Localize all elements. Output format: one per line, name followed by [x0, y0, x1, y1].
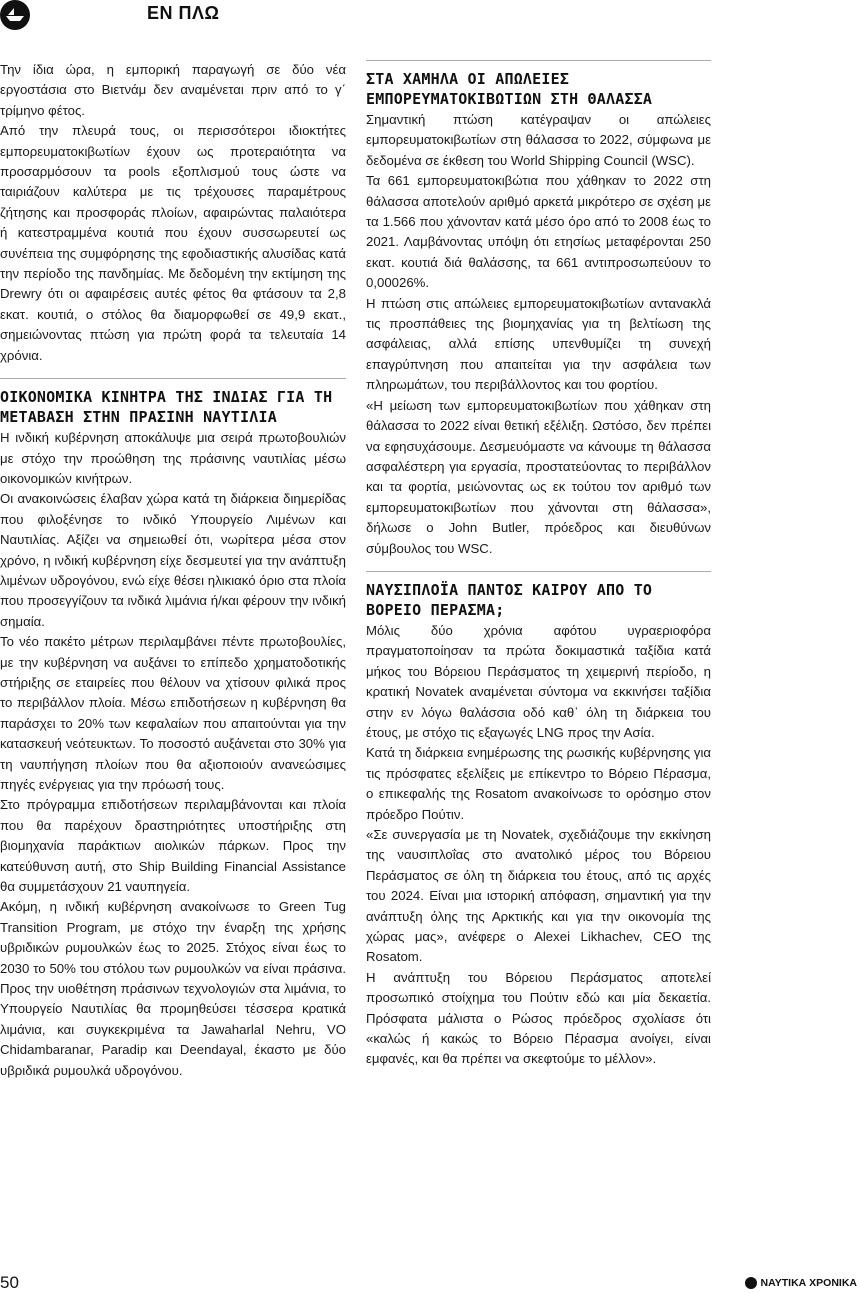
article-heading: ΣΤΑ ΧΑΜΗΛΑ ΟΙ ΑΠΩΛΕΙΕΣ ΕΜΠΟΡΕΥΜΑΤΟΚΙΒΩΤΙΩΝ ΣΤΗ ΘΑΛΑΣΣΑ — [366, 70, 653, 108]
publication-brand — [745, 1277, 857, 1289]
left-column — [0, 60, 346, 1081]
paragraph: Η ανάπτυξη του Βόρειου Περάσματος αποτελεί προσωπικό στοίχημα του Πούτιν εδώ και μία δεκαετία. Πρόσφατα μάλιστα ο Ρώσος πρόεδρος σχολίασε ότι «καλώς ή κακώς το Βόρειο Πέρασμα ανοίγει, είναι εμφανές, και θα πρέπει να σκεφτούμε το μέλλον». — [366, 969, 711, 1067]
paragraph: Το νέο πακέτο μέτρων περιλαμβάνει πέντε πρωτοβουλίες, με την κυβέρνηση να αυξάνει το επίπεδο χρηματοδοτικής στήριξης σε εταιρείες που θέλουν να χτίσουν φιλικά προς το περιβάλλον πλοία. Μέσω επιδοτήσεων η κυβέρνηση θα παράσχει το 20% των κεφαλαίων που απαιτούνται για την κατασκευή νεότευκτων. Το ποσοστό αυξάνεται στο 30% για τη ναυπήγηση πλοίων που θα αξιοποιούν ανανεώσιμες πηγές ενέργειας για την πρόωσή τους. — [0, 634, 346, 792]
right-column — [366, 60, 711, 1070]
brand-name: ΝΑΥΤΙΚΑ ΧΡΟΝΙΚΑ — [760, 1277, 857, 1289]
article-heading: ΝΑΥΣΙΠΛΟΪΑ ΠΑΝΤΟΣ ΚΑΙΡΟΥ ΑΠΟ ΤΟ ΒΟΡΕΙΟ ΠΕΡΑΣΜΑ; — [366, 580, 653, 619]
paragraph: Ακόμη, η ινδική κυβέρνηση ανακοίνωσε το Green Tug Transition Program, με στόχο την έναρξη της χρήσης υβριδικών ρυμουλκών έως το 2025. Στόχος είναι έως το 2030 το 50% του στόλου των ρυμουλκών να είναι πράσινα. Προς την υιοθέτηση πράσινων τεχνολογιών στα λιμάνια, το Υπουργείο Ναυτιλίας θα προμηθεύσει τέσσερα κρατικά λιμάνια, και συγκεκριμένα τα Jawaharlal Nehru, VO Chidambaranar, Paradip και Deendayal, έκαστο με δύο υβριδικά ρυμουλκά υδρογόνου. — [0, 899, 346, 1078]
page-number: 50 — [0, 1273, 19, 1292]
paragraph: Στο πρόγραμμα επιδοτήσεων περιλαμβάνονται και πλοία που θα παρέχουν δραστηριότητες υποστήριξης στη βιομηχανία παράκτιων αιολικών πάρκων. Προς την κατεύθυνση αυτή, στο Ship Building Financial Assistance θα συμμετάσχουν 21 ναυπηγεία. — [0, 797, 346, 895]
paragraph: Μόλις δύο χρόνια αφότου υγραεριοφόρα πραγματοποίησαν τα πρώτα δοκιμαστικά ταξίδια κατά μήκος του Βόρειου Περάσματος τη χειμερινή περίοδο, η κρατική Novatek αναμένεται σύντομα να εκκινήσει ταξίδια στην εν λόγω θαλάσσια οδό καθ᾽ όλη τη διάρκεια του έτους, με στόχο τις εξαγωγές LNG προς την Ασία. — [366, 622, 711, 740]
brand-logo-icon — [745, 1277, 757, 1289]
page-header — [0, 0, 857, 28]
paragraph: Κατά τη διάρκεια ενημέρωσης της ρωσικής κυβέρνησης για τις πρόσφατες εξελίξεις με επίκεντρο το Βόρειο Πέρασμα, ο επικεφαλής της Rosatom ανακοίνωσε το ορόσημο στον πρόεδρο Πούτιν. — [366, 745, 711, 822]
paragraph: Η ινδική κυβέρνηση αποκάλυψε μια σειρά πρωτοβουλιών με στόχο την προώθηση της πράσινης ναυτιλίας μέσω οικονομικών κινήτρων. — [0, 430, 346, 486]
paragraph: «Σε συνεργασία με τη Novatek, σχεδιάζουμε την εκκίνηση της ναυσιπλοΐας στο ανατολικό μέρος του Βόρειου Περάσματος σε όλη τη διάρκεια του έτους, από τις αρχές του 2024. Είναι μια ιστορική απόφαση, σημαντική για την ανάπτυξη όλης της Αρκτικής και για την οικονομία της χώρας μας», ανέφερε ο Alexei Likhachev, CEO της Rosatom. — [366, 827, 711, 965]
paragraph: Η πτώση στις απώλειες εμπορευματοκιβωτίων αντανακλά τις προσπάθειες της βιομηχανίας για τη βελτίωση της ασφάλειας, αλλά επίσης υπενθυμίζει τη συνεχή επαγρύπνηση που απαιτείται για την ασφάλεια των πληρωμάτων, του περιβάλλοντος και του φορτίου. — [366, 295, 711, 393]
paragraph: Την ίδια ώρα, η εμπορική παραγωγή σε δύο νέα εργοστάσια στο Βιετνάμ δεν αναμένεται πριν από το γ΄ τρίμηνο φέτος. — [0, 62, 346, 118]
paragraph: Οι ανακοινώσεις έλαβαν χώρα κατά τη διάρκεια διημερίδας που φιλοξένησε το ινδικό Υπουργείο Λιμένων και Ναυτιλίας. Αξίζει να σημειωθεί ότι, νωρίτερα μέσα στον χρόνο, η ινδική κυβέρνηση είχε δεσμευτεί για την ανάπτυξη λιμένων υδρογόνου, ενώ είχε θέσει ηλικιακό όριο στα πλοία που προσεγγίζουν τα ινδικά λιμάνια ή/και φέρουν την ινδική σημαία. — [0, 491, 346, 629]
section-title: ΕΝ ΠΛΩ — [147, 3, 220, 23]
paragraph: «Η μείωση των εμπορευματοκιβωτίων που χάθηκαν στη θάλασσα το 2022 είναι θετική εξέλιξη. Ωστόσο, δεν πρέπει να εφησυχάσουμε. Δεσμευόμαστε να κάνουμε τη θάλασσα ασφαλέστερη για εργασία, προστατεύοντας το περιβάλλον και τα φορτία, μειώνοντας ως εκ τούτου τον αριθμό των εμπορευματοκιβωτίων που χάνονται στη θάλασσα», δήλωσε ο John Butler, πρόεδρος και διευθύνων σύμβουλος του WSC. — [366, 397, 711, 556]
paragraph: Από την πλευρά τους, οι περισσότεροι ιδιοκτήτες εμπορευματοκιβωτίων έχουν ως προτεραιότητα να προσαρμόσουν τα pools εξοπλισμού τους ώστε να ταιριάζουν καλύτερα με τις τρέχουσες παραμέτρους ζήτησης και προσφοράς πλοίων, αφαιρώντας παλαιότερα ή κατεστραμμένα κουτιά που έχουν συσσωρευτεί ως συνέπεια της συμφόρησης της εφοδιαστικής αλυσίδας κατά την περίοδο της πανδημίας. Με δεδομένη την εκτίμηση της Drewry ότι οι αφαιρέσεις αυτές φέτος θα φτάσουν τα 2,8 εκατ. κουτιά, ο στόλος θα διαμορφωθεί σε 49,9 εκατ., σημειώνοντας πτώση για πρώτη φορά τα τελευταία 14 χρόνια. — [0, 123, 346, 363]
paragraph: Σημαντική πτώση κατέγραψαν οι απώλειες εμπορευματοκιβωτίων στη θάλασσα το 2022, σύμφωνα με δεδομένα σε έκθεση του World Shipping Council (WSC). — [366, 112, 711, 168]
magazine-logo-icon — [0, 0, 30, 30]
paragraph: Τα 661 εμπορευματοκιβώτια που χάθηκαν το 2022 στη θάλασσα αποτελούν αριθμό αρκετά μικρότερο σε σχέση με τα 1.566 που χάνονταν κατά μέσο όρο από το 2008 έως το 2021. Λαμβάνοντας υπόψη ότι ετησίως μεταφέρονται 250 εκατ. κουτιά διά θαλάσσης, τα 661 αντιπροσωπεύουν το 0,00026%. — [366, 173, 711, 291]
article-heading: ΟΙΚΟΝΟΜΙΚΑ ΚΙΝΗΤΡΑ ΤΗΣ ΙΝΔΙΑΣ ΓΙΑ ΤΗ ΜΕΤΑΒΑΣΗ ΣΤΗΝ ΠΡΑΣΙΝΗ ΝΑΥΤΙΛΙΑ — [0, 388, 333, 427]
